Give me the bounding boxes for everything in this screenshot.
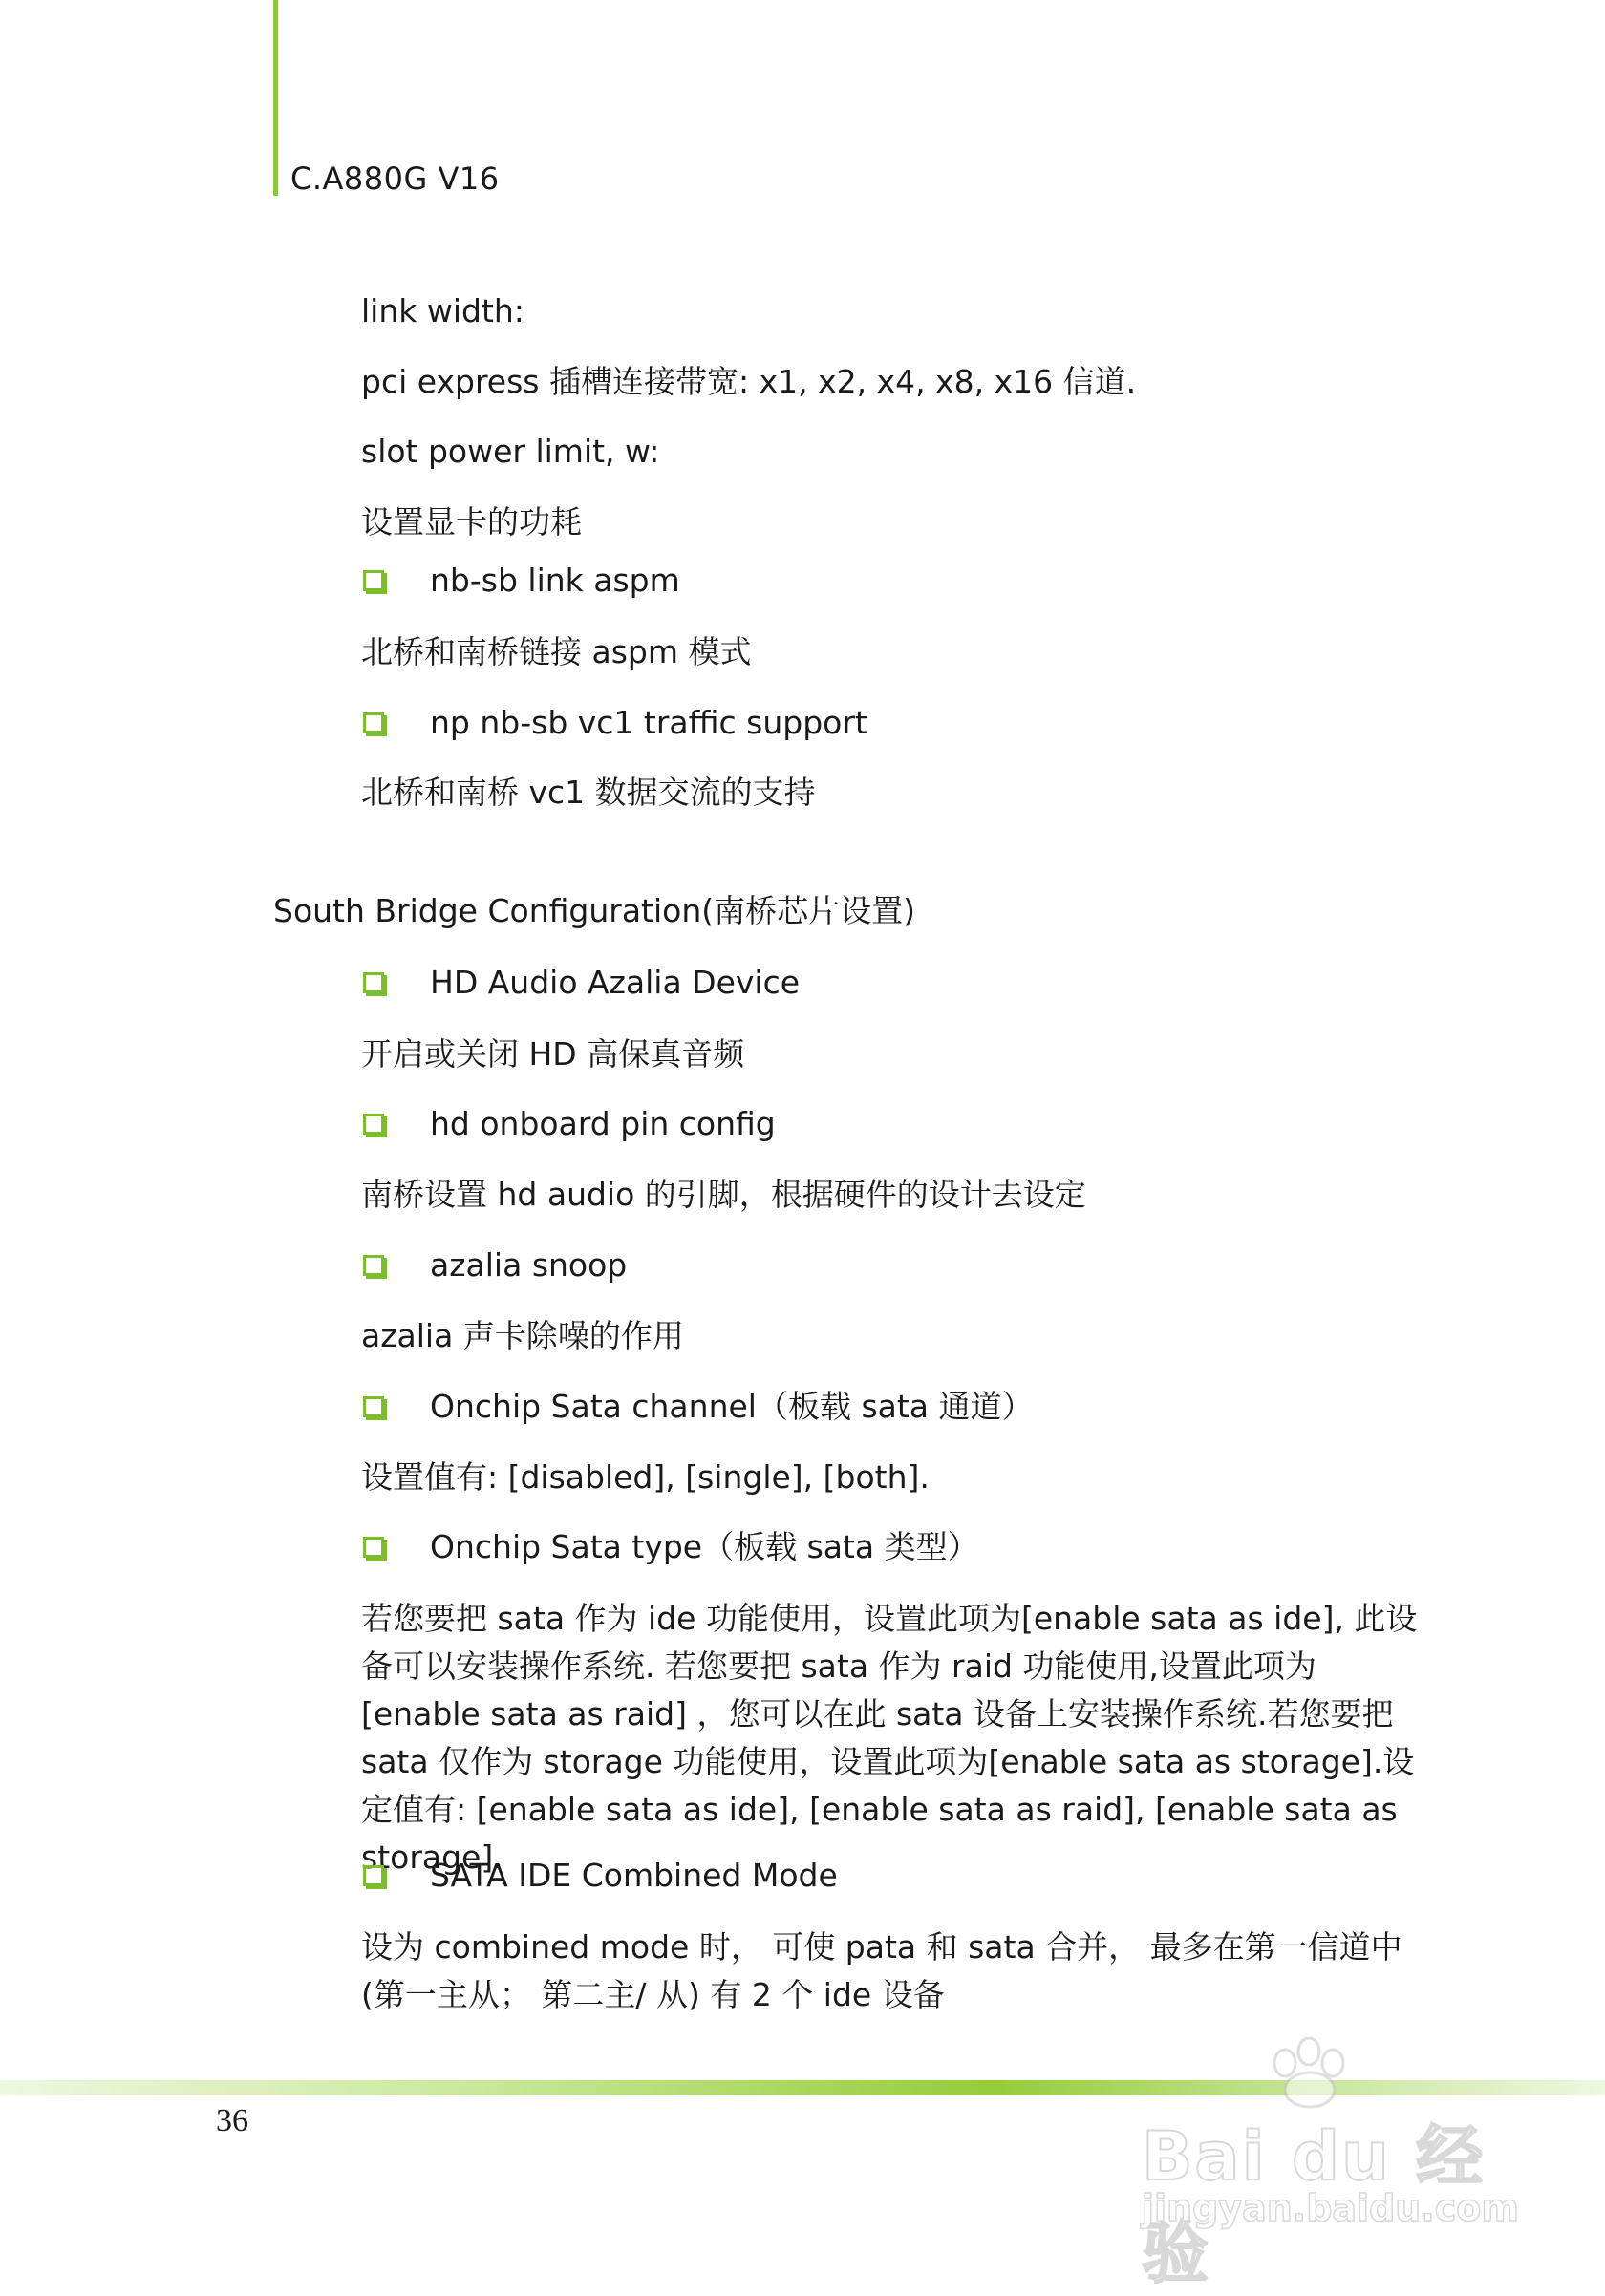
bullet-item-sata-ide-combined: [361, 1855, 838, 1897]
watermark-brand: Bai du 经验: [1142, 2117, 1486, 2292]
header-accent-rule: [273, 0, 278, 196]
paragraph-combined-mode: 设为 combined mode 时， 可使 pata 和 sata 合并， 最多在第一信道中(第一主从； 第二主/ 从) 有 2 个 ide 设备: [361, 1928, 1402, 2013]
bullet-label: SATA IDE Combined Mode: [430, 1857, 838, 1894]
bullet-item-hd-onboard-pin: [361, 1103, 776, 1145]
page-number: 36: [216, 2103, 248, 2138]
text-sata-channel-values: 设置值有: [disabled], [single], [both].: [361, 1458, 930, 1496]
text-pci-express-width: pci express 插槽连接带宽: x1, x2, x4, x8, x16 信道.: [361, 363, 1137, 400]
text-gpu-power: 设置显卡的功耗: [361, 503, 582, 541]
bullet-label: azalia snoop: [430, 1246, 628, 1284]
text-hd-pin-config: 南桥设置 hd audio 的引脚，根据硬件的设计去设定: [361, 1176, 1086, 1213]
bullet-item-onchip-sata-channel: [361, 1386, 1034, 1428]
text-azalia-noise: azalia 声卡除噪的作用: [361, 1317, 684, 1354]
checkbox-bullet-icon: [363, 1255, 384, 1276]
text-link-width: link width:: [361, 292, 524, 330]
bullet-item-vc1-traffic: [361, 702, 867, 744]
bullet-label: hd onboard pin config: [430, 1105, 776, 1142]
text-hd-audio-toggle: 开启或关闭 HD 高保真音频: [361, 1035, 745, 1073]
bullet-item-hd-audio: [361, 962, 800, 1004]
text-aspm-mode: 北桥和南桥链接 aspm 模式: [361, 633, 752, 670]
checkbox-bullet-icon: [363, 1114, 384, 1135]
baidu-watermark: [1142, 2034, 1543, 2292]
bullet-label: nb-sb link aspm: [430, 562, 680, 599]
text-vc1-support: 北桥和南桥 vc1 数据交流的支持: [361, 774, 816, 811]
checkbox-bullet-icon: [363, 1537, 384, 1558]
text-slot-power-limit: slot power limit, w:: [361, 433, 660, 470]
checkbox-bullet-icon: [363, 712, 384, 733]
bullet-label: HD Audio Azalia Device: [430, 964, 801, 1001]
paw-icon: [1256, 2034, 1371, 2111]
checkbox-bullet-icon: [363, 1865, 384, 1886]
section-heading-south-bridge: South Bridge Configuration(南桥芯片设置): [273, 892, 916, 929]
bullet-label: Onchip Sata channel（板载 sata 通道）: [430, 1388, 1034, 1425]
paragraph-sata-type: 若您要把 sata 作为 ide 功能使用，设置此项为[enable sata as ide], 此设备可以安装操作系统. 若您要把 sata 作为 raid 功能使用,设置此项为[enable sata as raid] ，您可以在此 sata 设备上安装操作系统.若您要把 sata 仅作为 storage 功能使用，设置此项为[enable sata as storage].设定值有: [enable sata as ide], [enable sata as raid], [enable sata as storage].: [361, 1600, 1418, 1876]
bullet-label: np nb-sb vc1 traffic support: [430, 704, 867, 741]
watermark-url: jingyan.baidu.com: [1142, 2187, 1519, 2229]
bullet-item-nb-sb-link-aspm: [361, 560, 680, 602]
bullet-item-onchip-sata-type: [361, 1526, 979, 1568]
checkbox-bullet-icon: [363, 570, 384, 591]
checkbox-bullet-icon: [363, 1396, 384, 1417]
checkbox-bullet-icon: [363, 972, 384, 993]
header-title: C.A880G V16: [290, 160, 500, 197]
bullet-item-azalia-snoop: [361, 1244, 627, 1286]
bullet-label: Onchip Sata type（板载 sata 类型）: [430, 1528, 979, 1565]
